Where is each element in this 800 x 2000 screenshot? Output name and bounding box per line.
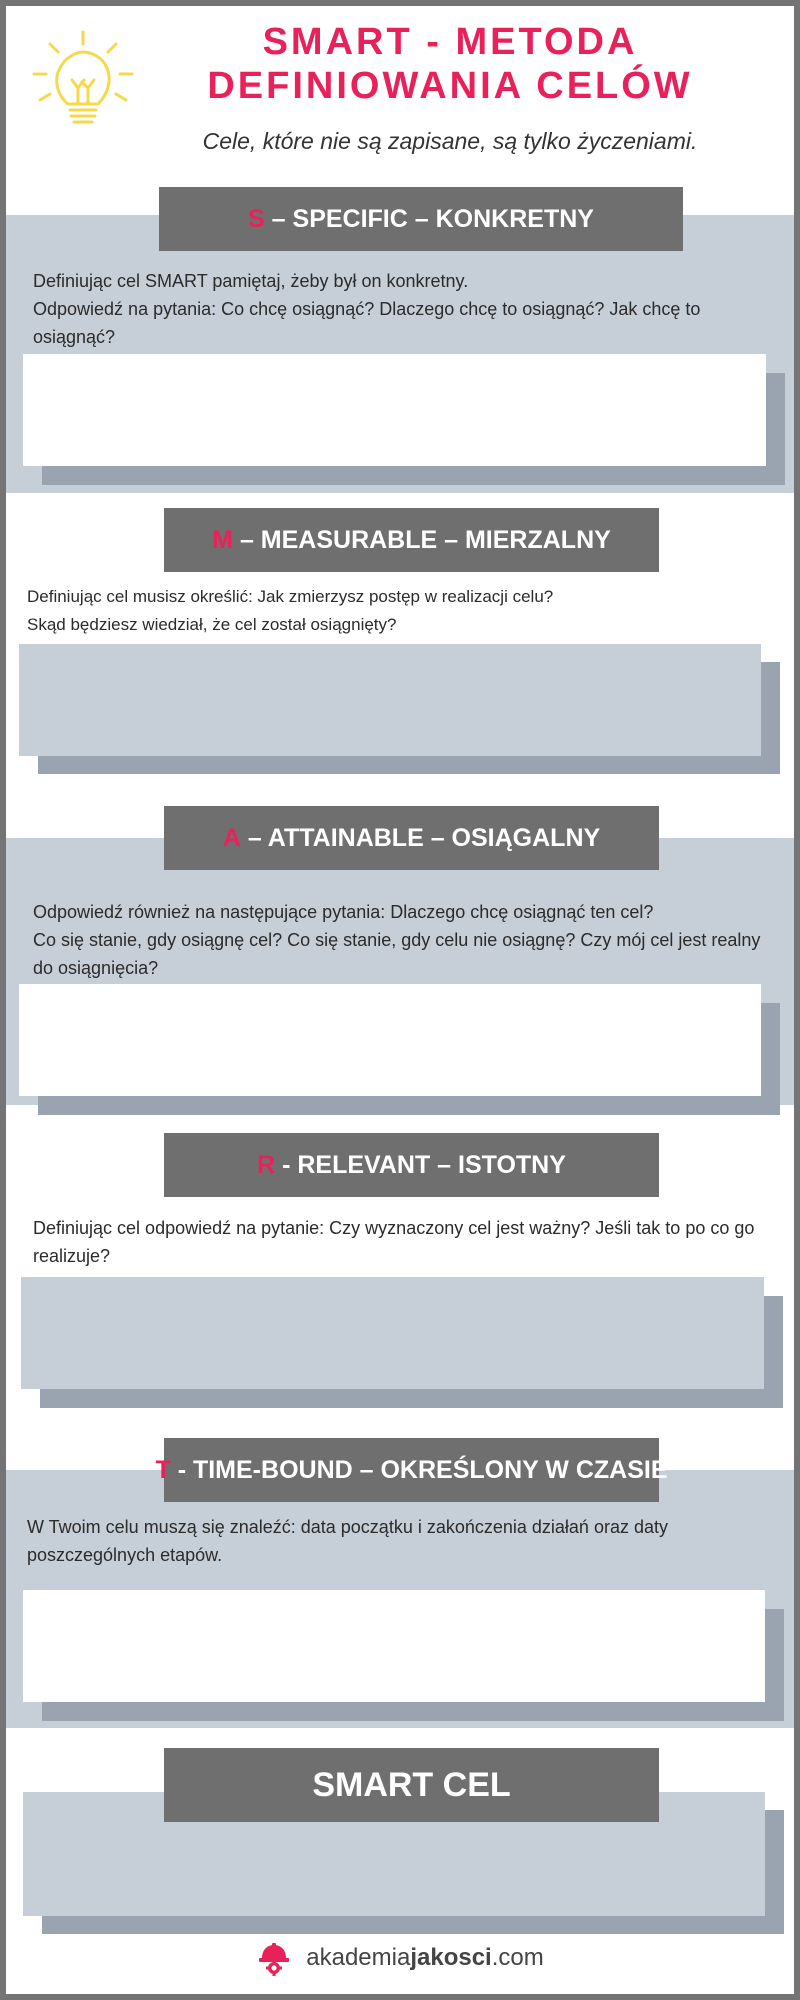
page-title — [130, 20, 770, 108]
section-letter: T — [155, 1455, 171, 1484]
section-description-attainable — [33, 898, 763, 982]
description-line: Definiując cel SMART pamiętaj, żeby był on konkretny. — [33, 271, 469, 291]
section-description-specific — [33, 267, 758, 351]
brand-bold: jakosci — [410, 1944, 492, 1971]
section-title: – MEASURABLE – MIERZALNY — [233, 525, 611, 554]
section-header-relevant — [164, 1133, 659, 1197]
description-line: Odpowiedź na pytania: Co chcę osiągnąć? Dlaczego chcę to osiągnąć? Jak chcę to osiągnąć? — [33, 299, 701, 347]
section-header-time-bound — [155, 1438, 668, 1502]
section-header-specific — [159, 187, 683, 251]
description-line: Definiując cel odpowiedź na pytanie: Czy wyznaczony cel jest ważny? Jeśli tak to po co go realizuje? — [33, 1218, 755, 1266]
section-letter: M — [212, 525, 233, 554]
description-line: Odpowiedź również na następujące pytania: Dlaczego chcę osiągnąć ten cel? — [33, 902, 654, 922]
section-header-attainable — [164, 806, 659, 870]
answer-box-measurable[interactable] — [19, 644, 761, 756]
description-line: Skąd będziesz wiedział, że cel został osiągnięty? — [27, 615, 397, 634]
brand-normal: akademia — [306, 1944, 411, 1971]
title-line-1: SMART - METODA — [262, 21, 638, 63]
lightbulb-icon — [28, 30, 138, 130]
title-line-2: DEFINIOWANIA CELÓW — [207, 65, 693, 107]
smart-goal-header: SMART CEL — [164, 1748, 659, 1822]
page-subtitle: Cele, które nie są zapisane, są tylko życzeniami. — [202, 128, 698, 154]
answer-box-relevant[interactable] — [21, 1277, 764, 1389]
section-description-time-bound — [27, 1513, 762, 1569]
section-letter: S — [248, 204, 265, 233]
section-title: – ATTAINABLE – OSIĄGALNY — [240, 823, 601, 852]
section-title: – SPECIFIC – KONKRETNY — [264, 204, 594, 233]
description-line: W Twoim celu muszą się znaleźć: data początku i zakończenia działań oraz daty poszczególnych etapów. — [27, 1517, 668, 1565]
answer-box-attainable[interactable] — [19, 984, 761, 1096]
helmet-gear-icon — [256, 1940, 292, 1976]
section-description-measurable — [27, 583, 767, 639]
footer-brand[interactable] — [306, 1944, 543, 1972]
section-title: - TIME-BOUND – OKREŚLONY W CZASIE — [170, 1455, 668, 1484]
section-letter: A — [222, 823, 241, 852]
brand-suffix: .com — [491, 1944, 544, 1971]
answer-box-time-bound[interactable] — [23, 1590, 765, 1702]
description-line: Definiując cel musisz określić: Jak zmierzysz postęp w realizacji celu? — [27, 587, 554, 606]
section-letter: R — [257, 1150, 276, 1179]
section-description-relevant — [33, 1214, 763, 1270]
answer-box-specific[interactable] — [23, 354, 766, 466]
section-header-measurable — [164, 508, 659, 572]
footer — [0, 1940, 800, 1976]
section-title: - RELEVANT – ISTOTNY — [275, 1150, 566, 1179]
description-line: Co się stanie, gdy osiągnę cel? Co się stanie, gdy celu nie osiągnę? Czy mój cel jest realny do osiągnięcia? — [33, 930, 761, 978]
